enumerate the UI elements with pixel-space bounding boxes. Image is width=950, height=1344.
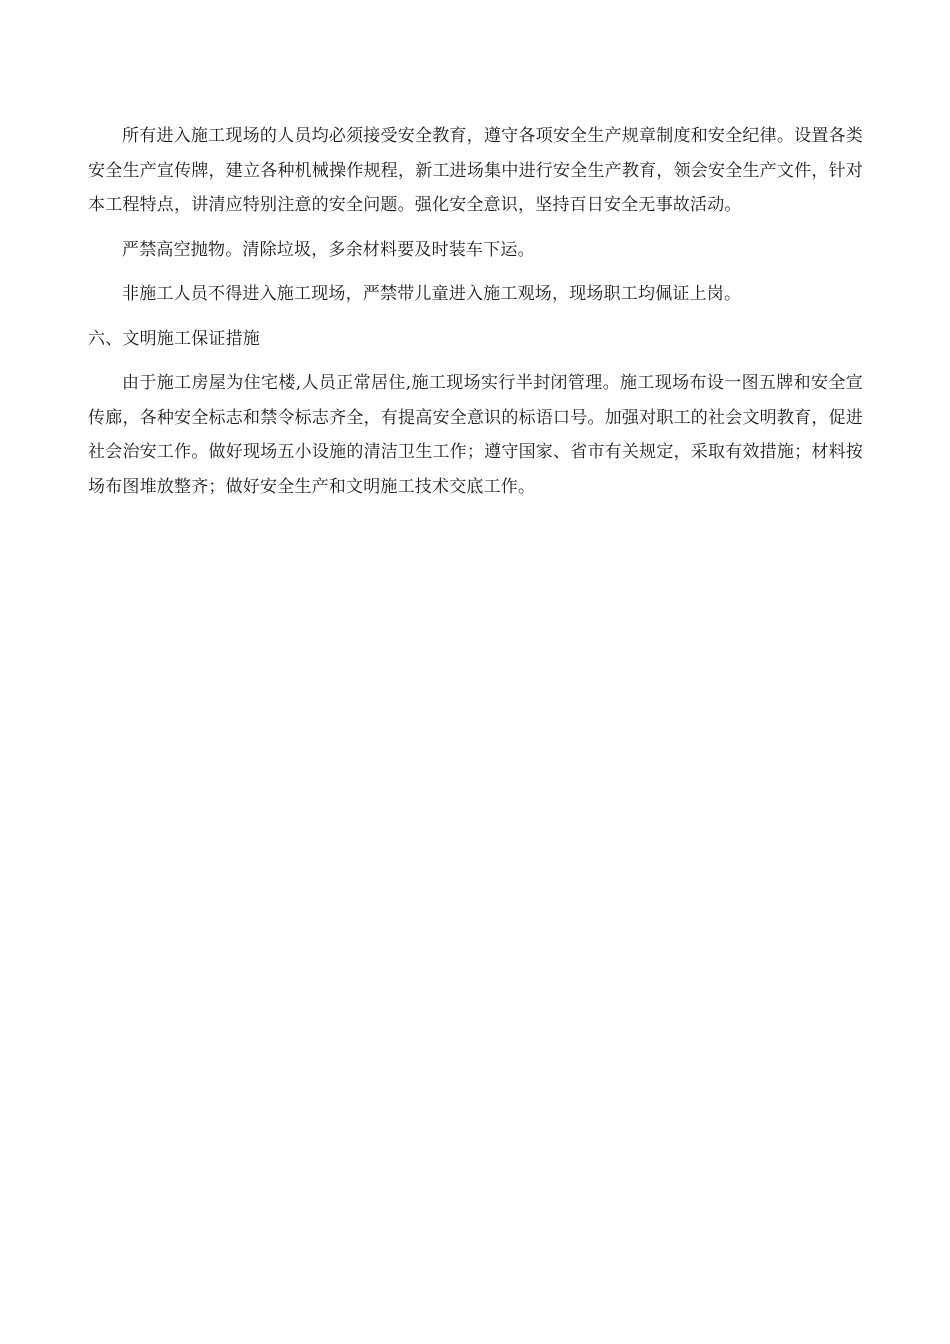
section-heading: 六、文明施工保证措施 (88, 328, 260, 349)
paragraph-no-throwing: 严禁高空抛物。清除垃圾，多余材料要及时装车下运。 (122, 239, 535, 260)
paragraph-civilized-construction: 由于施工房屋为住宅楼,人员正常居住,施工现场实行半封闭管理。施工现场布设一图五牌和安全宣传廊，各种安全标志和禁令标志齐全，有提高安全意识的标语口号。加强对职工的社会文明教育，促进社会治安工作。做好现场五小设施的清洁卫生工作；遵守国家、省市有关规定，采取有效措施；材料按场布图堆放整齐；做好安全生产和文明施工技术交底工作。 (88, 373, 863, 497)
paragraph-safety-education: 所有进入施工现场的人员均必须接受安全教育，遵守各项安全生产规章制度和安全纪律。设置各类安全生产宣传牌，建立各种机械操作规程，新工进场集中进行安全生产教育，领会安全生产文件，针对本工程特点，讲清应特别注意的安全问题。强化安全意识，坚持百日安全无事故活动。 (88, 126, 863, 215)
document-page (88, 119, 863, 504)
paragraph-site-access: 非施工人员不得进入施工现场，严禁带儿童进入施工观场，现场职工均佩证上岗。 (122, 284, 742, 304)
